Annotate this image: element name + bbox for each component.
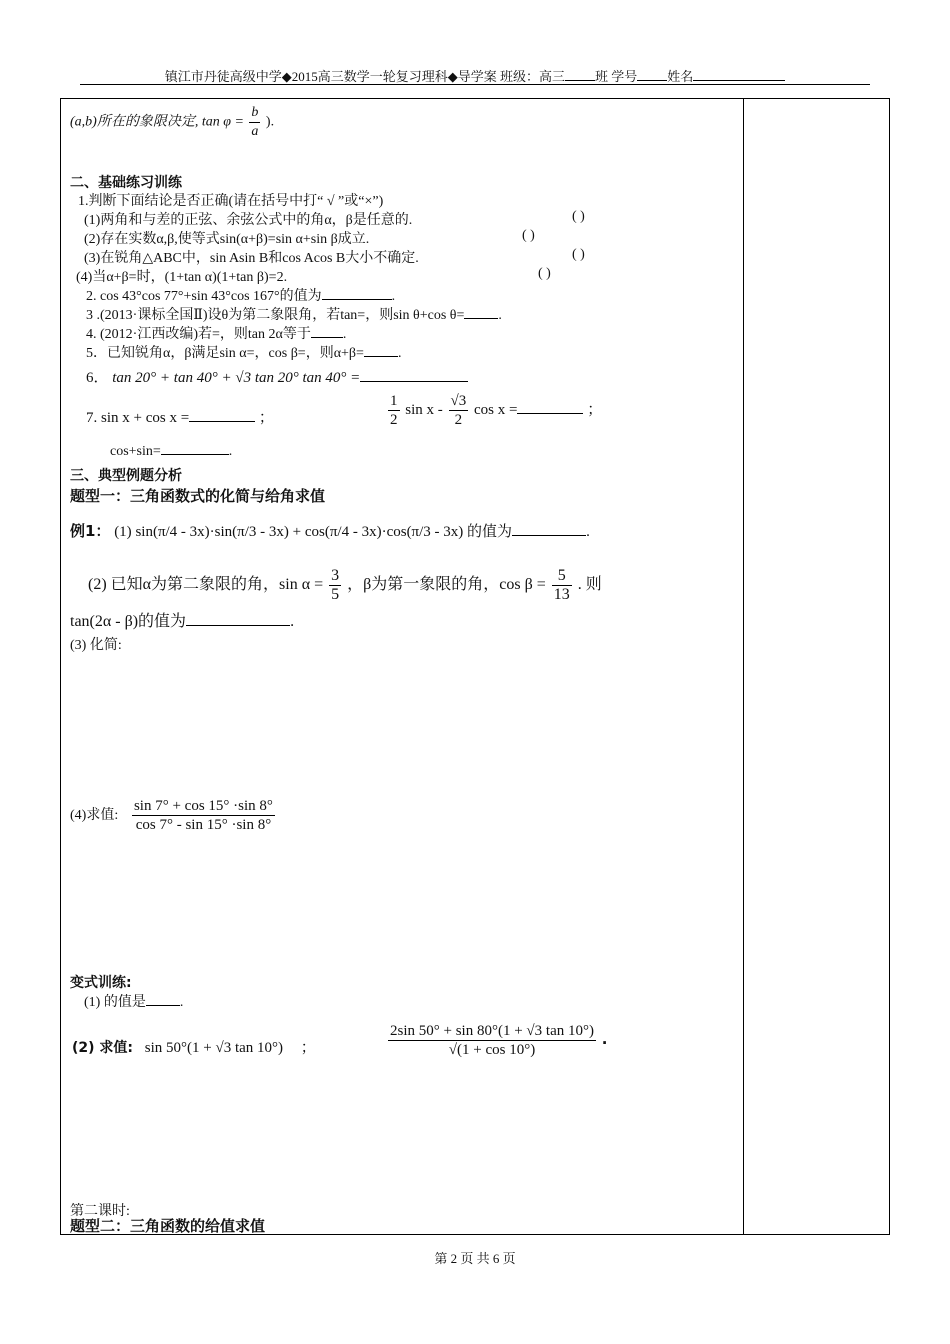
question-7b: $\frac{1}{2}$ sin x - $\frac{√3}{2}$ cos x = ； [390,393,603,428]
lesson-2-label: 第二课时: [70,1204,130,1219]
margin-column-divider [743,98,744,1235]
variant-2-fraction: $\frac{2\sin 50^\circ + \sin 80^\circ(1 + √3 \tan 10^\circ)}{√(1 + \cos 10^\circ)}$ . [390,1023,608,1058]
answer-paren-2: ( ) [522,228,535,243]
variant-training-title: 变式训练: [70,975,132,991]
example-1-part-2-line-2: tan(2α - β)的值为 . [70,613,295,630]
example-1-part-3: (3) 化简: [70,638,122,653]
example-1-part-4: (4)求值: $\frac{\sin 7^\circ + \cos 15^\circ \cdot\sin 8^\circ}{\cos 7^\circ - \sin 15^\circ \cdot\sin 8^\circ}$ [70,798,273,833]
answer-paren-4: ( ) [538,266,551,281]
answer-paren-1: ( ) [572,209,585,224]
question-7a: 7. sin x + cos x = ； [86,410,274,426]
type-2-title: 题型二：三角函数的给值求值 [70,1217,266,1235]
section-3-title: 三、典型例题分析 [70,468,182,484]
type-1-title: 题型一：三角函数式的化简与给角求值 [70,487,326,505]
header-rule [80,84,870,85]
section-2-title: 二、基础练习训练 [70,175,182,191]
example-1-part-1: 例1： (1) sin(π/4 - 3x)·sin(π/3 - 3x) + cos(π/4 - 3x)·cos(π/3 - 3x) 的值为 . [70,522,590,540]
question-6: 6． tan 20° + tan 40° + √3 tan 20° tan 40° = [86,366,468,387]
question-1-2: (2)存在实数α,β,使等式sin(α+β)=sin α+sin β成立. [84,232,370,247]
question-1-1: (1)两角和与差的正弦、余弦公式中的角α，β是任意的. [84,213,413,228]
page-footer: 第 2 页 共 6 页 [434,1251,516,1266]
example-1-part-2: (2) 已知α为第二象限的角，sin α = $\frac{3}{5}$ ，β为第一象限的角，cos β = $\frac{5}{13}$ . 则 [88,567,602,603]
question-3: 3 .(2013·课标全国Ⅱ)设θ为第二象限角，若tan=，则sin θ+cos θ= . [86,308,502,323]
variant-2: (2) 求值: sin 50°(1 + √3 tan 10°) ； [72,1040,316,1056]
variant-1: (1) 的值是 . [84,995,184,1010]
question-1-4: (4)当α+β=时，(1+tan α)(1+tan β)=2. [76,270,288,285]
question-5: 5．已知锐角α，β满足sin α=，cos β=，则α+β= . [86,346,402,361]
question-4: 4. (2012·江西改编)若=，则tan 2α等于 . [86,327,347,342]
intro-tail: (a,b)所在的象限决定, tan φ = $\frac{b}{a}$ ). [70,105,275,139]
question-2: 2. cos 43°cos 77°+sin 43°cos 167°的值为 . [86,289,396,304]
page-header: 镇江市丹徒高级中学◆2015高三数学一轮复习理科◆导学案 班级：高三 班 学号 姓名 [80,66,870,85]
answer-paren-3: ( ) [572,247,585,262]
question-1: 1.判断下面结论是否正确(请在括号中打“ √ ”或“×”) [78,194,384,209]
question-1-3: (3)在锐角△ABC中，sin Asin B和cos Acos B大小不确定. [84,251,419,266]
question-7c: cos+sin= . [110,444,233,459]
